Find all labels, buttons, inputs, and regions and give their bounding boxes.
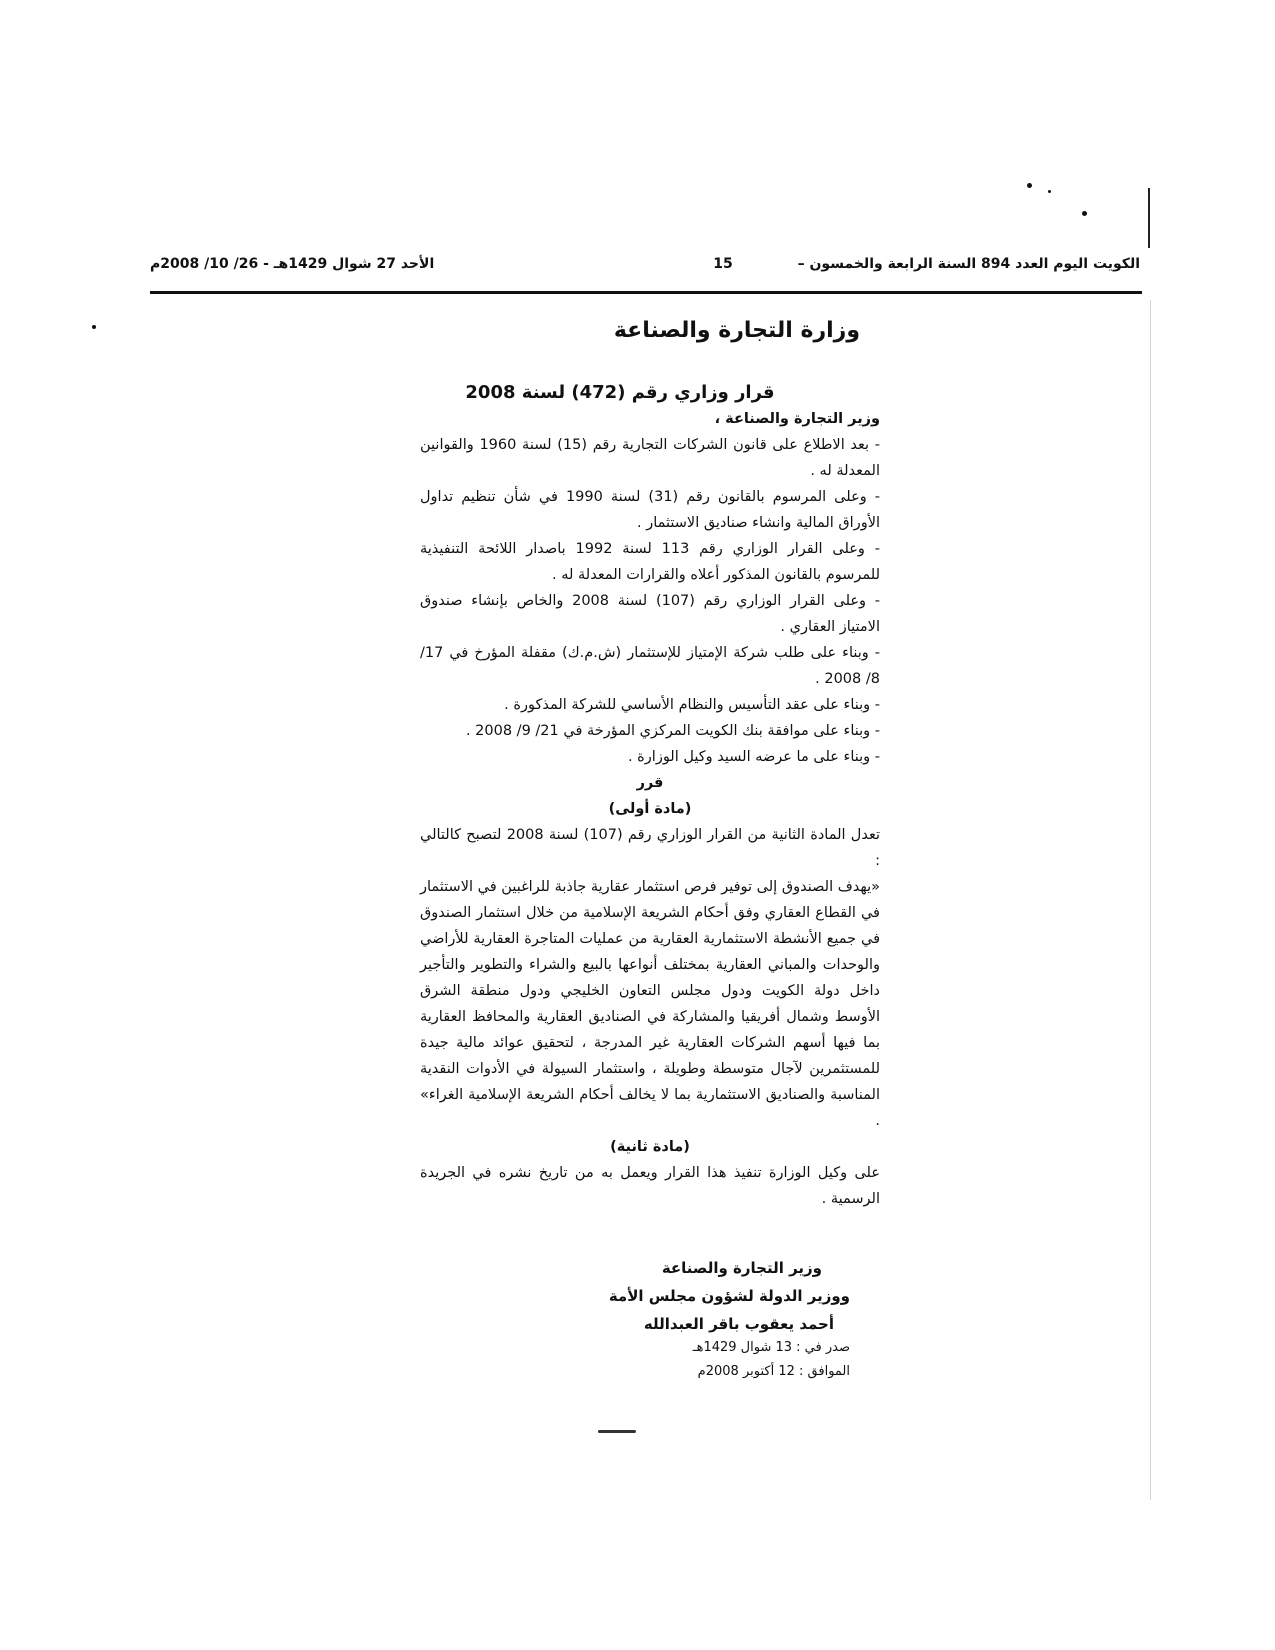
scan-speck [1027, 183, 1032, 188]
preamble-item: - وبناء على ما عرضه السيد وكيل الوزارة . [627, 749, 880, 765]
preamble-item: - وبناء على طلب شركة الإمتياز للإستثمار (ش.م.ك) مقفلة المؤرخ في 17/ 8/ 2008 . [420, 645, 880, 687]
article2-body: على وكيل الوزارة تنفيذ هذا القرار ويعمل به من تاريخ نشره في الجريدة الرسمية . [420, 1165, 880, 1207]
issued-gregorian: الموافق : 12 أكتوبر 2008م [697, 1364, 850, 1379]
scan-speck [1048, 190, 1051, 193]
page-header [150, 252, 1140, 284]
issued-hijri: صدر في : 13 شوال 1429هـ [692, 1340, 850, 1355]
article1-intro: تعدل المادة الثانية من القرار الوزاري رقم (107) لسنة 2008 لتصبح كالتالي : [420, 827, 880, 869]
ministry-title: وزارة التجارة والصناعة [613, 318, 860, 343]
scan-edge-line [1150, 300, 1151, 1500]
decision-title: قرار وزاري رقم (472) لسنة 2008 [465, 382, 775, 403]
page-bottom-mark [598, 1430, 636, 1433]
article1-heading: (مادة أولى) [608, 801, 692, 817]
header-publication-block: الكويت اليوم العدد 894 السنة الرابعة والخمسون – 15 [713, 256, 1140, 272]
preamble-item: - وبناء على موافقة بنك الكويت المركزي المؤرخة في 21/ 9/ 2008 . [465, 723, 880, 739]
decided-heading: قرر [636, 775, 664, 791]
preamble-item: - وبناء على عقد التأسيس والنظام الأساسي للشركة المذكورة . [504, 697, 880, 713]
signature-title-2: ووزير الدولة لشؤون مجلس الأمة [608, 1287, 850, 1305]
preamble-item: - بعد الاطلاع على قانون الشركات التجارية رقم (15) لسنة 1960 والقوانين المعدلة له . [420, 437, 880, 479]
header-page-number: 15 [713, 256, 733, 272]
header-publication: الكويت اليوم العدد 894 السنة الرابعة والخمسون [809, 256, 1140, 272]
preamble-item: - وعلى المرسوم بالقانون رقم (31) لسنة 1990 في شأن تنظيم تداول الأوراق المالية وانشاء صناديق الاستثمار . [420, 489, 880, 531]
preamble-item: - وعلى القرار الوزاري رقم 113 لسنة 1992 باصدار اللائحة التنفيذية للمرسوم بالقانون المذكور أعلاه والقرارات المعدلة له . [420, 541, 880, 583]
scan-speck [1082, 211, 1087, 216]
header-rule [150, 291, 1142, 294]
preamble-item: - وعلى القرار الوزاري رقم (107) لسنة 2008 والخاص بإنشاء صندوق الامتياز العقاري . [420, 593, 880, 635]
signature-title-1: وزير التجارة والصناعة [661, 1259, 822, 1277]
decision-body [420, 380, 880, 1212]
scan-speck [92, 325, 96, 329]
header-date: الأحد 27 شوال 1429هـ - 26/ 10/ 2008م [150, 256, 435, 272]
issue-date-block [693, 1336, 850, 1384]
signature-block [609, 1254, 850, 1338]
minister-intro: وزير التجارة والصناعة ، [714, 411, 880, 427]
scan-edge-mark [1148, 188, 1150, 248]
article1-body: «يهدف الصندوق إلى توفير فرص استثمار عقارية جاذبة للراغبين في الاستثمار في القطاع العقاري وفق أحكام الشريعة الإسلامية من خلال استثمار الصندوق في جميع الأنشطة الاستثمارية العقارية من عمليات المتاجرة العقارية للأراضي والوحدات والمباني العقارية بمختلف أنواعها بالبيع والشراء والتطوير والتأجير داخل دولة الكويت ودول مجلس التعاون الخليجي ودول منطقة الشرق الأوسط وشمال أفريقيا والمشاركة في الصناديق العقارية والمحافظ العقارية بما فيها أسهم الشركات العقارية غير المدرجة ، لتحقيق عوائد مالية جيدة للمستثمرين لآجال متوسطة وطويلة ، واستثمار السيولة في الأدوات النقدية المناسبة والصناديق الاستثمارية بما لا يخالف أحكام الشريعة الإسلامية الغراء» . [420, 879, 880, 1129]
article2-heading: (مادة ثانية) [610, 1139, 690, 1155]
signature-name: أحمد يعقوب باقر العبدالله [643, 1315, 834, 1333]
